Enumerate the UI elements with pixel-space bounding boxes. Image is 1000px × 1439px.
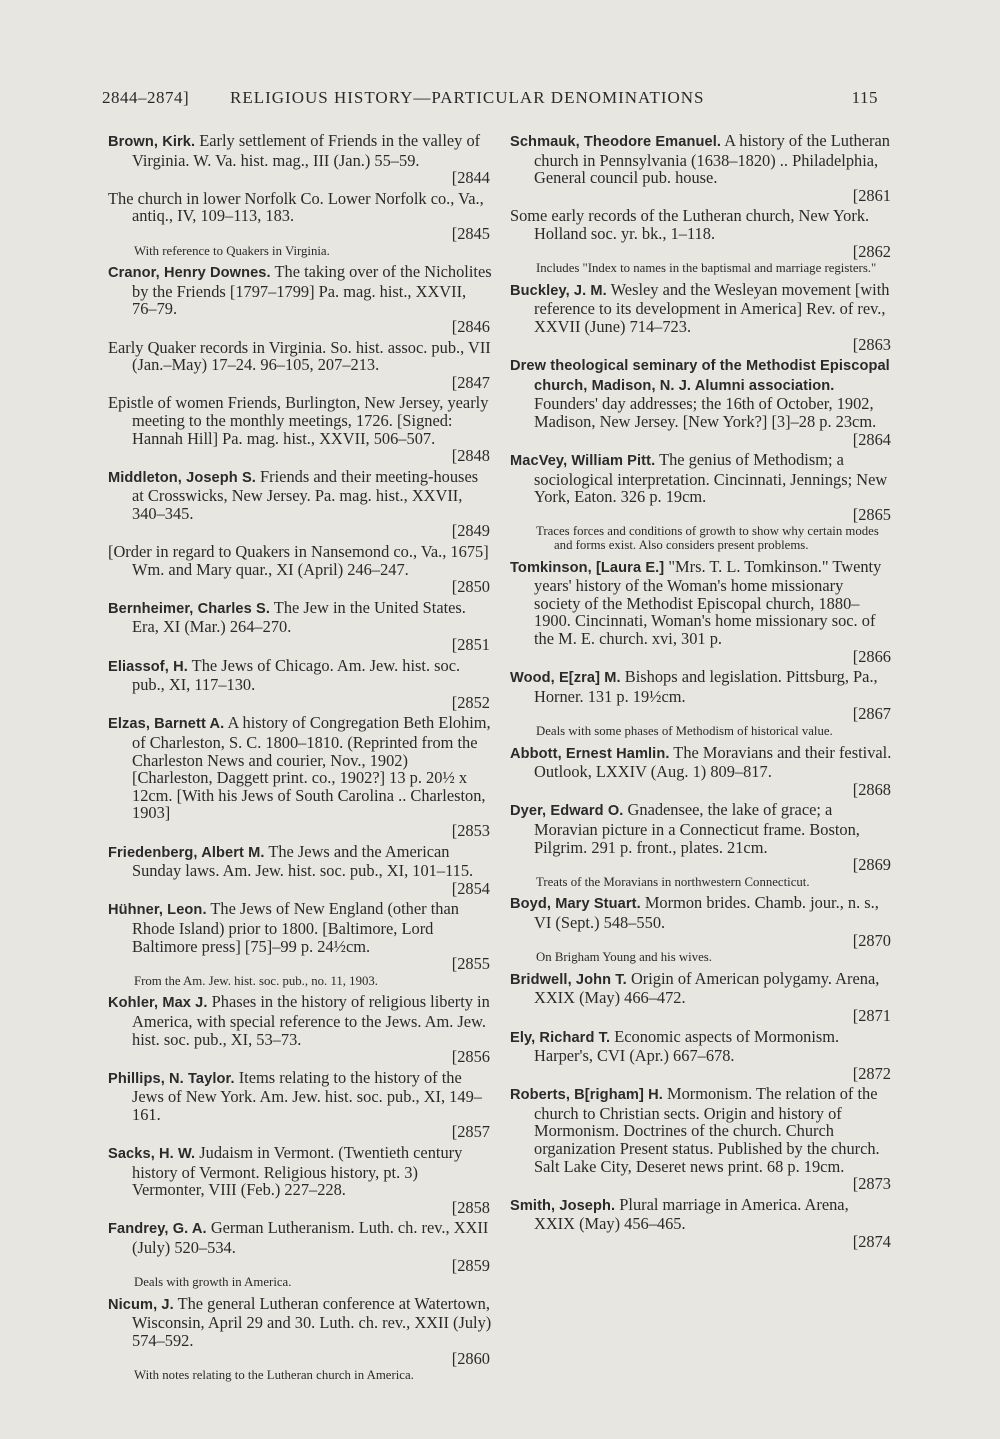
entry-number: [2869 xyxy=(852,855,891,875)
bibliography-entry xyxy=(108,900,492,972)
bibliography-entry xyxy=(108,132,492,187)
entry-text: The genius of Methodism; a sociological interpretation. Cincinnati, Jennings; New York, Eaton. 326 p. 19cm. xyxy=(534,450,888,507)
entry-text: Phases in the history of religious liberty in America, with special reference to the Jews. Am. Jew. hist. soc. pub., XI, 53–73. xyxy=(132,992,490,1049)
entry-text: The Jews of New England (other than Rhode Island) prior to 1800. [Baltimore, Lord Baltimore press] [75]–99 p. 24½cm. xyxy=(132,899,459,956)
entry-number: [2849 xyxy=(451,521,490,541)
bibliography-entry xyxy=(510,744,893,799)
entry-text: The general Lutheran conference at Watertown, Wisconsin, April 29 and 30. Luth. ch. rev., XXII (July) 574–592. xyxy=(132,1293,492,1350)
entry-text: Bishops and legislation. Pittsburg, Pa., Horner. 131 p. 19½cm. xyxy=(534,667,878,706)
entry-author: Phillips, N. Taylor. xyxy=(108,1070,235,1087)
bibliography-entry xyxy=(108,993,492,1065)
entry-author: Elzas, Barnett A. xyxy=(108,716,225,733)
entry-text: Wesley and the Wesleyan movement [with reference to its development in America] Rev. of rev., XXVII (June) 714–723. xyxy=(534,279,890,336)
entry-text: The Moravians and their festival. Outlook, LXXIV (Aug. 1) 809–817. xyxy=(534,742,892,782)
entry-number: [2854 xyxy=(451,878,490,898)
bibliography-entry xyxy=(108,263,492,335)
left-column xyxy=(108,132,492,1388)
bibliography-entry xyxy=(108,843,492,898)
entry-number: [2872 xyxy=(852,1063,891,1083)
entry-note: From the Am. Jew. hist. soc. pub., no. 11, 1903. xyxy=(134,973,378,988)
entry-author: Smith, Joseph. xyxy=(510,1197,616,1214)
entry-number: [2861 xyxy=(852,185,891,205)
bibliography-entry xyxy=(510,894,893,949)
entry-text: Early settlement of Friends in the valley of Virginia. W. Va. hist. mag., III (Jan.) 55–59. xyxy=(132,131,481,170)
bibliography-entry xyxy=(108,714,492,839)
entry-number: [2848 xyxy=(451,446,490,466)
page-number: 115 xyxy=(851,88,878,107)
entry-number: [2874 xyxy=(852,1232,891,1252)
entry-author: Abbott, Ernest Hamlin. xyxy=(510,745,670,762)
bibliography-entry xyxy=(108,1219,492,1274)
entry-number: [2859 xyxy=(451,1255,490,1275)
entry-author: Schmauk, Theodore Emanuel. xyxy=(510,134,722,150)
entry-number: [2863 xyxy=(852,334,891,354)
entry-text: Epistle of women Friends, Burlington, New Jersey, yearly meeting to the monthly meetings, 1726. [Signed: Hannah Hill] Pa. mag. hist., XXVII, 506–507. xyxy=(108,393,489,448)
bibliography-entry xyxy=(510,132,893,204)
entry-text: Items relating to the history of the Jews of New York. Am. Jew. hist. soc. pub., XI, 149–161. xyxy=(132,1067,482,1124)
entry-text: The Jews of Chicago. Am. Jew. hist. soc. pub., XI, 117–130. xyxy=(132,655,461,695)
entry-text: Gnadensee, the lake of grace; a Moravian picture in a Connecticut frame. Boston, Pilgrim. 291 p. front., plates. 21cm. xyxy=(534,800,860,857)
entry-number: [2847 xyxy=(451,372,490,392)
entry-number: [2870 xyxy=(852,930,891,950)
entry-text: Friends and their meeting-houses at Crosswicks, New Jersey. Pa. mag. hist., XXVII, 340–345. xyxy=(132,466,479,523)
entry-author: Nicum, J. xyxy=(108,1296,174,1313)
bibliography-entry xyxy=(510,1028,893,1083)
running-header xyxy=(102,88,882,112)
entry-author: Kohler, Max J. xyxy=(108,995,208,1012)
entry-text: German Lutheranism. Luth. ch. rev., XXII (July) 520–534. xyxy=(132,1218,489,1258)
entry-author: Cranor, Henry Downes. xyxy=(108,265,271,282)
entry-text: Economic aspects of Mormonism. Harper's, CVI (Apr.) 667–678. xyxy=(534,1026,840,1066)
entry-number: [2856 xyxy=(451,1047,490,1067)
entry-number: [2855 xyxy=(451,954,490,974)
entry-note: On Brigham Young and his wives. xyxy=(536,950,712,965)
entry-author: Bridwell, John T. xyxy=(510,971,627,988)
entry-number: [2864 xyxy=(852,429,891,449)
bibliography-entry xyxy=(510,970,893,1025)
entry-author: Tomkinson, [Laura E.] xyxy=(510,559,665,576)
page-title: RELIGIOUS HISTORY—PARTICULAR DENOMINATIONS xyxy=(230,88,705,107)
bibliography-entry xyxy=(510,356,893,448)
entry-number: [2873 xyxy=(852,1174,891,1194)
entry-text: A history of the Lutheran church in Pennsylvania (1638–1820) .. Philadelphia, General council pub. house. xyxy=(534,131,890,188)
entry-range: 2844–2874] xyxy=(102,88,190,107)
entry-text: Some early records of the Lutheran church, New York. Holland soc. yr. bk., 1–118. xyxy=(510,206,870,243)
entry-text: "Mrs. T. L. Tomkinson." Twenty years' history of the Woman's home missionary society of the Methodist Episcopal church, 1880–1900. Cincinnati, Woman's home missionary soc. of the M. E. church. xvi, 301 p. xyxy=(534,556,882,649)
right-column xyxy=(510,132,893,1254)
entry-text: The church in lower Norfolk Co. Lower Norfolk co., Va., antiq., IV, 109–113, 183. xyxy=(108,188,484,226)
entry-author: MacVey, William Pitt. xyxy=(510,453,656,470)
bibliography-entry xyxy=(108,339,492,392)
entry-text: Mormonism. The relation of the church to Christian sects. Origin and history of Mormonism. Doctrines of the church. Church organization Present status. Published by the church. Salt Lake City, Deseret news print. 68 p. 19cm. xyxy=(534,1084,880,1176)
entry-number: [2851 xyxy=(451,635,490,655)
bibliography-entry xyxy=(108,1069,492,1141)
bibliography-entry xyxy=(108,543,492,596)
entry-author: Drew theological seminary of the Methodist Episcopal church, Madison, N. J. Alumni association. xyxy=(510,358,890,394)
bibliography-entry xyxy=(510,558,893,666)
entry-author: Dyer, Edward O. xyxy=(510,803,624,820)
entry-text: A history of Congregation Beth Elohim, of Charleston, S. C. 1800–1810. (Reprinted from the Charleston News and courier, Nov., 1902) [Charleston, Daggett print. co., 1902?] 13 p. 20½ x 12cm. [With his Jews of South Carolina .. Charleston, 1903] xyxy=(132,713,491,823)
entry-text: The Jew in the United States. Era, XI (Mar.) 264–270. xyxy=(132,597,466,637)
entry-number: [2867 xyxy=(852,704,891,724)
entry-text: Plural marriage in America. Arena, XXIX (May) 456–465. xyxy=(534,1194,849,1234)
entry-author: Friedenberg, Albert M. xyxy=(108,844,265,861)
entry-text: Judaism in Vermont. (Twentieth century history of Vermont. Religious history, pt. 3) Vermonter, VIII (Feb.) 227–228. xyxy=(132,1143,463,1200)
bibliography-entry xyxy=(108,1295,492,1367)
bibliography-entry xyxy=(510,451,893,523)
entry-number: [2852 xyxy=(451,692,490,712)
entry-number: [2862 xyxy=(852,241,891,261)
entry-note: Traces forces and conditions of growth to show why certain modes and forms exist. Also considers present problems. xyxy=(536,524,879,553)
entry-author: Bernheimer, Charles S. xyxy=(108,600,270,617)
entry-text: The Jews and the American Sunday laws. Am. Jew. hist. soc. pub., XI, 101–115. xyxy=(132,841,474,881)
entry-author: Buckley, J. M. xyxy=(510,282,607,299)
entry-number: [2857 xyxy=(451,1122,490,1142)
entry-author: Roberts, B[righam] H. xyxy=(510,1087,663,1104)
entry-number: [2868 xyxy=(852,779,891,799)
entry-note: Deals with growth in America. xyxy=(134,1275,292,1290)
entry-number: [2845 xyxy=(451,223,490,243)
entry-text: Origin of American polygamy. Arena, XXIX (May) 466–472. xyxy=(534,968,880,1008)
entry-number: [2853 xyxy=(451,820,490,840)
entry-author: Ely, Richard T. xyxy=(510,1029,611,1046)
entry-author: Hühner, Leon. xyxy=(108,902,207,919)
entry-note: Treats of the Moravians in northwestern Connecticut. xyxy=(536,874,810,889)
bibliography-entry xyxy=(108,599,492,654)
entry-author: Fandrey, G. A. xyxy=(108,1221,207,1238)
entry-text: Mormon brides. Chamb. jour., n. s., VI (Sept.) 548–550. xyxy=(534,893,879,932)
entry-number: [2865 xyxy=(852,504,891,524)
bibliography-entry xyxy=(108,394,492,464)
entry-number: [2871 xyxy=(852,1005,891,1025)
entry-text: [Order in regard to Quakers in Nansemond co., Va., 1675] Wm. and Mary quar., XI (April) 246–247. xyxy=(108,542,489,579)
entry-number: [2844 xyxy=(451,168,490,188)
bibliography-entry xyxy=(510,1196,893,1251)
entry-text: Early Quaker records in Virginia. So. hist. assoc. pub., VII (Jan.–May) 17–24. 96–105, 207–213. xyxy=(108,337,491,375)
bibliography-entry xyxy=(108,468,492,540)
entry-author: Brown, Kirk. xyxy=(108,134,196,150)
entry-text: The taking over of the Nicholites by the Friends [1797–1799] Pa. mag. hist., XXVII, 76–79. xyxy=(132,262,492,319)
bibliography-entry xyxy=(510,281,893,353)
entry-author: Sacks, H. W. xyxy=(108,1146,196,1163)
entry-number: [2850 xyxy=(451,577,490,597)
bibliography-entry xyxy=(510,1085,893,1193)
bibliography-entry xyxy=(108,190,492,243)
entry-note: Deals with some phases of Methodism of historical value. xyxy=(536,724,833,738)
entry-author: Eliassof, H. xyxy=(108,658,188,675)
entry-text: Founders' day addresses; the 16th of October, 1902, Madison, New Jersey. [New York?] [3]–28 p. 23cm. xyxy=(534,394,877,431)
entry-author: Middleton, Joseph S. xyxy=(108,469,256,486)
entry-note: With reference to Quakers in Virginia. xyxy=(134,243,330,258)
entry-number: [2860 xyxy=(451,1348,490,1368)
bibliography-entry xyxy=(108,1144,492,1216)
bibliography-entry xyxy=(510,668,893,723)
bibliography-entry xyxy=(510,207,893,260)
entry-author: Boyd, Mary Stuart. xyxy=(510,896,641,913)
entry-author: Wood, E[zra] M. xyxy=(510,670,621,687)
entry-note: With notes relating to the Lutheran church in America. xyxy=(134,1368,414,1383)
entry-note: Includes "Index to names in the baptismal and marriage registers." xyxy=(536,261,877,276)
entry-number: [2858 xyxy=(451,1197,490,1217)
bibliography-entry xyxy=(108,657,492,712)
entry-number: [2846 xyxy=(451,316,490,336)
bibliography-entry xyxy=(510,801,893,873)
entry-number: [2866 xyxy=(852,646,891,666)
